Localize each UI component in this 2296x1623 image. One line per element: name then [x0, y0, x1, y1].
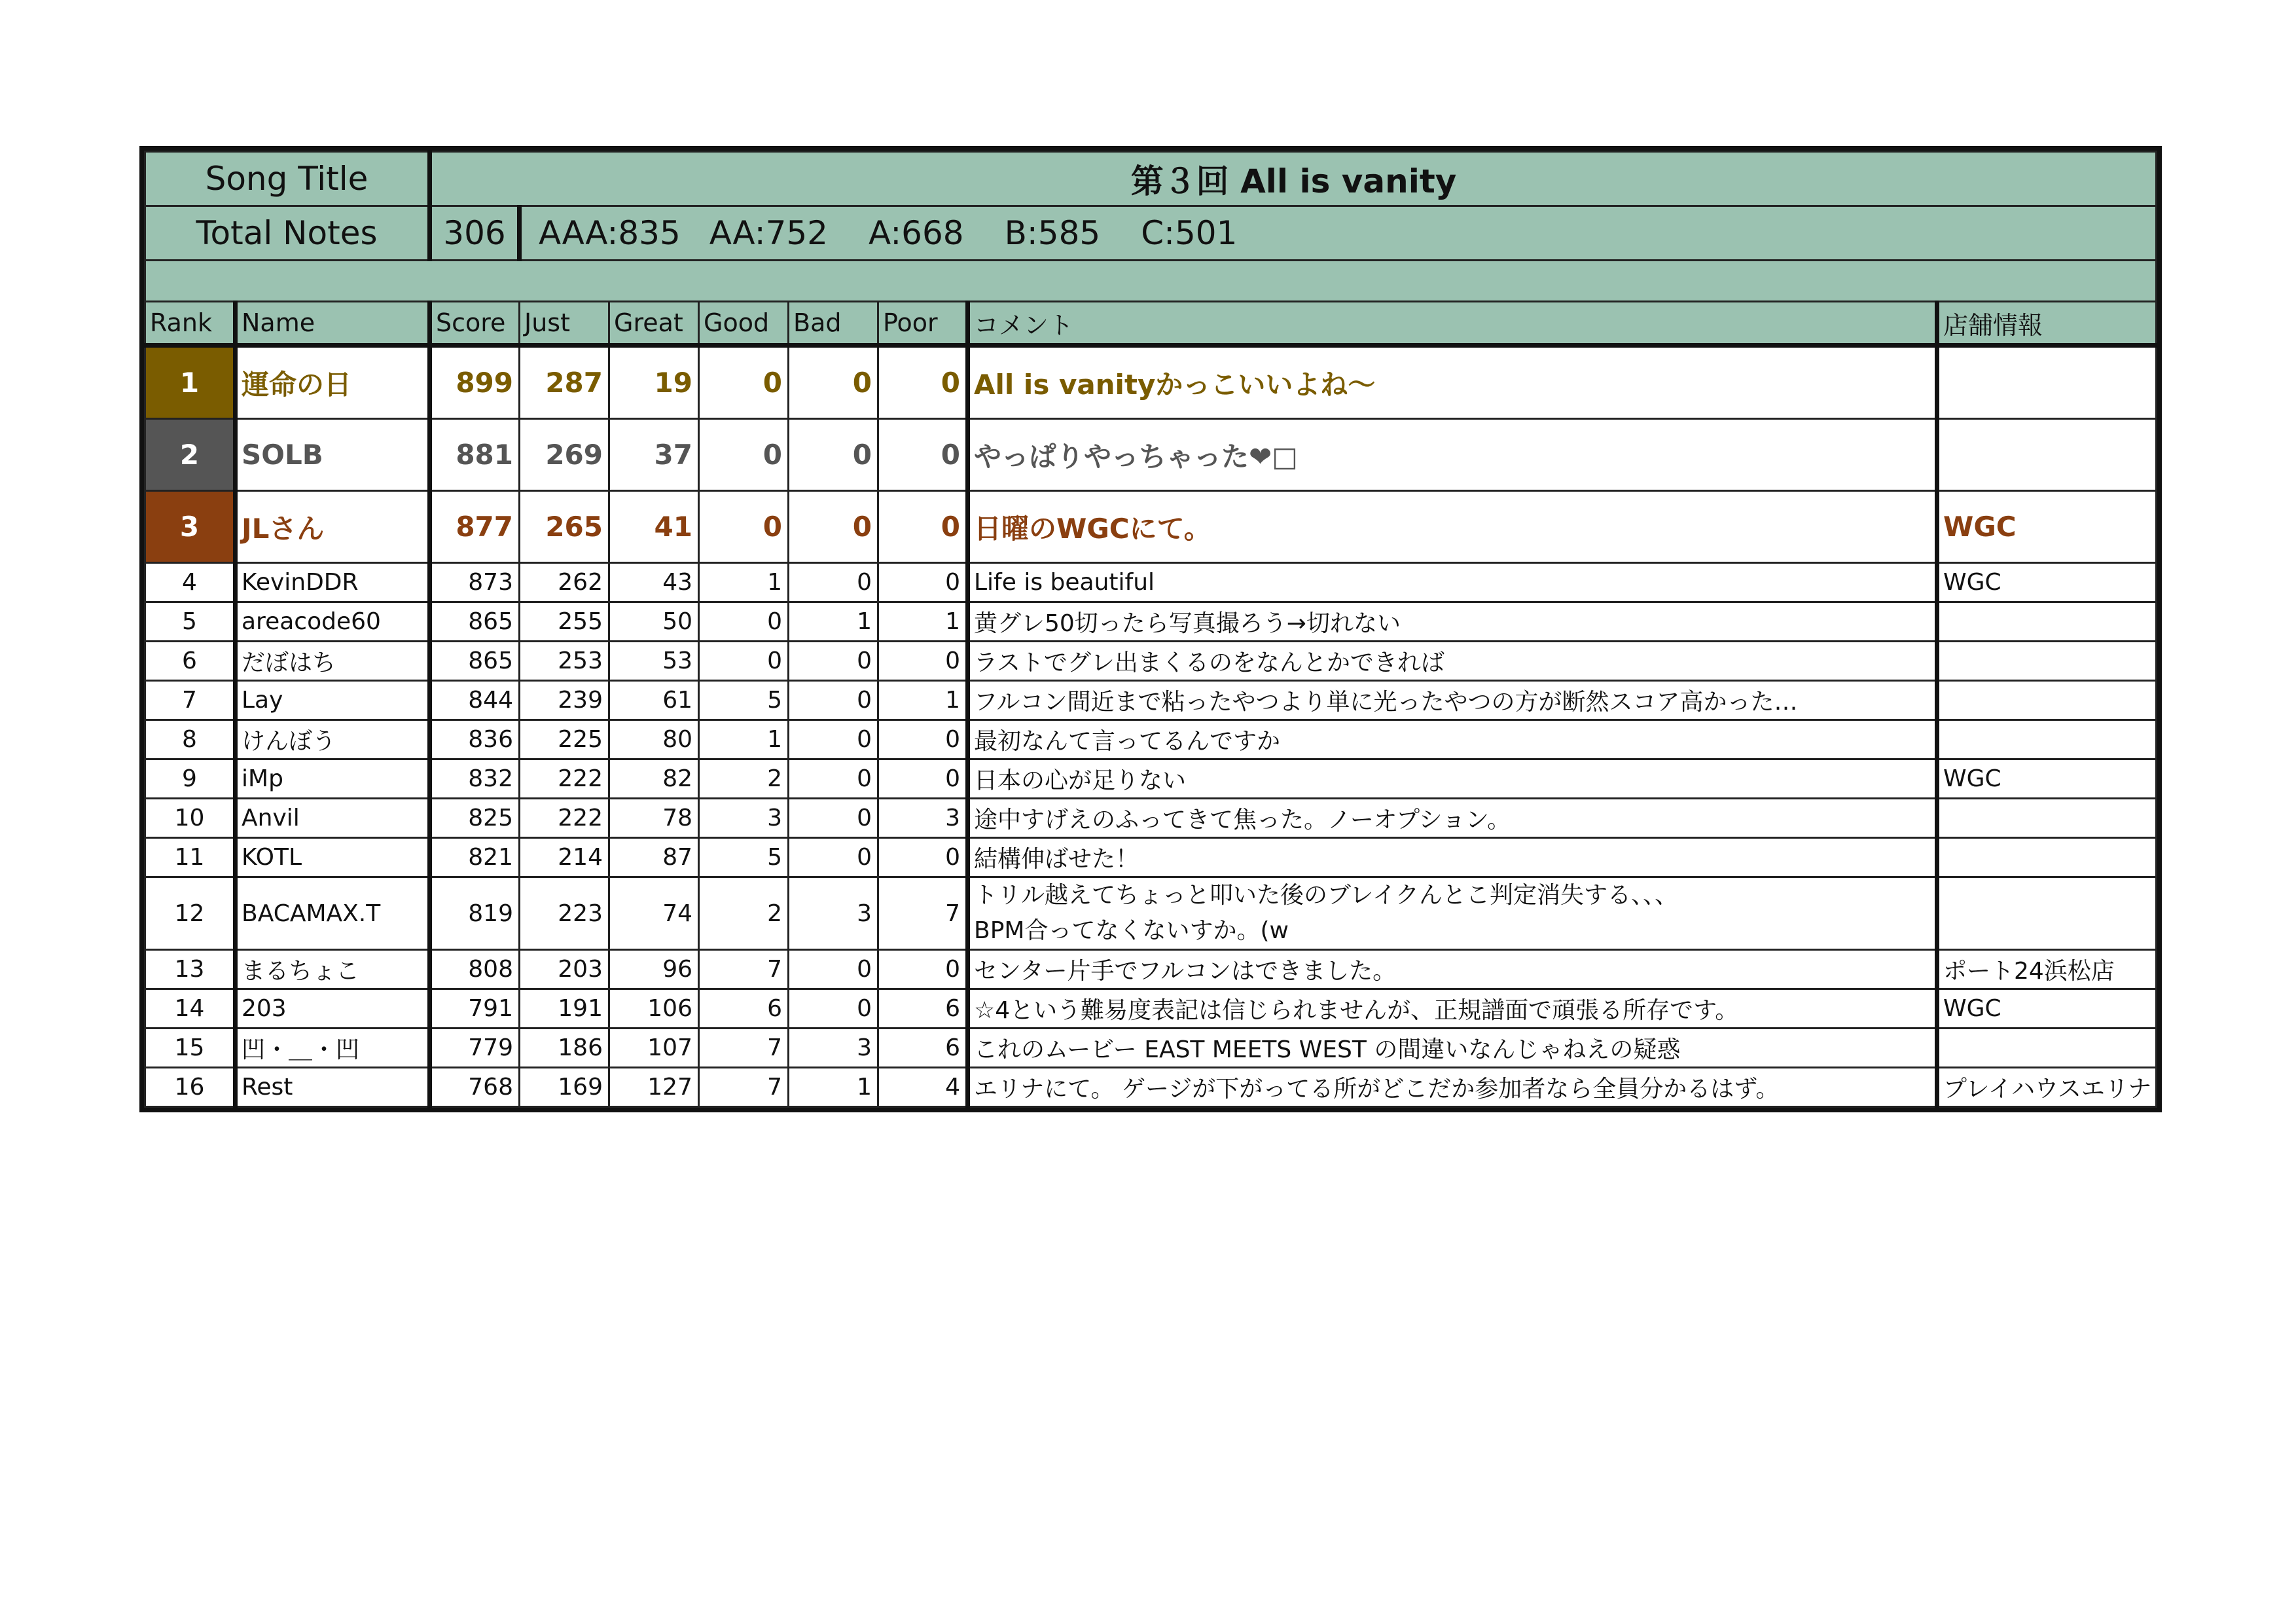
rank-cell: 1: [145, 346, 236, 419]
name-cell: Lay: [236, 681, 430, 720]
good-cell: 3: [699, 799, 789, 838]
comment-cell: 黄グレ50切ったら写真撮ろう→切れない: [968, 602, 1937, 642]
poor-cell: 7: [878, 877, 968, 950]
table-row: [145, 799, 2157, 838]
table-row: [145, 563, 2157, 602]
poor-cell: 0: [878, 720, 968, 759]
good-cell: 0: [699, 419, 789, 491]
total-notes-value: 306: [430, 206, 520, 261]
comment-cell: やっぱりやっちゃった❤□: [968, 419, 1937, 491]
rank-cell: 16: [145, 1068, 236, 1107]
bad-cell: 0: [789, 681, 878, 720]
grade-thresholds: [520, 206, 2157, 261]
just-cell: 262: [520, 563, 609, 602]
score-cell: 881: [430, 419, 520, 491]
great-cell: 41: [609, 491, 699, 563]
score-cell: 825: [430, 799, 520, 838]
name-cell: 203: [236, 989, 430, 1029]
shop-cell: WGC: [1937, 759, 2157, 799]
table-row: [145, 346, 2157, 419]
table-row: [145, 877, 2157, 950]
rank-cell: 14: [145, 989, 236, 1029]
name-cell: JLさん: [236, 491, 430, 563]
rank-cell: 11: [145, 838, 236, 877]
rank-cell: 12: [145, 877, 236, 950]
table-row: [145, 838, 2157, 877]
bad-cell: 1: [789, 602, 878, 642]
song-title: 第３回 All is vanity: [430, 152, 2157, 206]
comment-cell: ☆4という難易度表記は信じられませんが、正規譜面で頑張る所存です。: [968, 989, 1937, 1029]
just-cell: 225: [520, 720, 609, 759]
good-cell: 1: [699, 720, 789, 759]
poor-cell: 1: [878, 681, 968, 720]
good-cell: 7: [699, 950, 789, 989]
name-cell: SOLB: [236, 419, 430, 491]
poor-cell: 0: [878, 419, 968, 491]
col-shop: 店舗情報: [1937, 302, 2157, 346]
poor-cell: 3: [878, 799, 968, 838]
bad-cell: 0: [789, 720, 878, 759]
great-cell: 78: [609, 799, 699, 838]
score-cell: 821: [430, 838, 520, 877]
great-cell: 82: [609, 759, 699, 799]
poor-cell: 1: [878, 602, 968, 642]
name-cell: けんぼう: [236, 720, 430, 759]
poor-cell: 0: [878, 491, 968, 563]
shop-cell: [1937, 877, 2157, 950]
bad-cell: 1: [789, 1068, 878, 1107]
good-cell: 0: [699, 602, 789, 642]
shop-cell: ポート24浜松店: [1937, 950, 2157, 989]
song-title-label: Song Title: [145, 152, 430, 206]
just-cell: 223: [520, 877, 609, 950]
great-cell: 53: [609, 642, 699, 681]
poor-cell: 6: [878, 1029, 968, 1068]
great-cell: 96: [609, 950, 699, 989]
good-cell: 5: [699, 681, 789, 720]
table-row: [145, 720, 2157, 759]
great-cell: 37: [609, 419, 699, 491]
threshold-b: B:585: [1004, 214, 1101, 252]
col-just: Just: [520, 302, 609, 346]
poor-cell: 0: [878, 838, 968, 877]
score-cell: 844: [430, 681, 520, 720]
bad-cell: 0: [789, 799, 878, 838]
name-cell: 運命の日: [236, 346, 430, 419]
just-cell: 169: [520, 1068, 609, 1107]
score-cell: 836: [430, 720, 520, 759]
score-cell: 808: [430, 950, 520, 989]
good-cell: 2: [699, 759, 789, 799]
just-cell: 253: [520, 642, 609, 681]
shop-cell: [1937, 642, 2157, 681]
good-cell: 0: [699, 346, 789, 419]
table-row: [145, 491, 2157, 563]
table-row: [145, 681, 2157, 720]
table-row: [145, 602, 2157, 642]
just-cell: 222: [520, 799, 609, 838]
poor-cell: 0: [878, 642, 968, 681]
shop-cell: WGC: [1937, 989, 2157, 1029]
name-cell: まるちょこ: [236, 950, 430, 989]
comment-cell: Life is beautiful: [968, 563, 1937, 602]
comment-cell: [968, 877, 1937, 950]
threshold-aaa: AAA:835: [539, 214, 681, 252]
rank-cell: 6: [145, 642, 236, 681]
name-cell: Anvil: [236, 799, 430, 838]
great-cell: 43: [609, 563, 699, 602]
great-cell: 87: [609, 838, 699, 877]
bad-cell: 0: [789, 759, 878, 799]
bad-cell: 3: [789, 877, 878, 950]
comment-cell: ラストでグレ出まくるのをなんとかできれば: [968, 642, 1937, 681]
rank-cell: 2: [145, 419, 236, 491]
bad-cell: 0: [789, 346, 878, 419]
shop-cell: [1937, 1029, 2157, 1068]
comment-cell: センター片手でフルコンはできました。: [968, 950, 1937, 989]
good-cell: 2: [699, 877, 789, 950]
good-cell: 0: [699, 642, 789, 681]
comment-cell: 結構伸ばせた！: [968, 838, 1937, 877]
col-good: Good: [699, 302, 789, 346]
good-cell: 1: [699, 563, 789, 602]
just-cell: 265: [520, 491, 609, 563]
just-cell: 186: [520, 1029, 609, 1068]
comment-cell: これのムービー EAST MEETS WEST の間違いなんじゃねえの疑惑: [968, 1029, 1937, 1068]
bad-cell: 0: [789, 419, 878, 491]
shop-cell: [1937, 799, 2157, 838]
great-cell: 80: [609, 720, 699, 759]
great-cell: 61: [609, 681, 699, 720]
poor-cell: 0: [878, 346, 968, 419]
comment-cell: All is vanityかっこいいよね～: [968, 346, 1937, 419]
comment-line-1: トリル越えてちょっと叩いた後のブレイクんとこ判定消失する、、、: [974, 882, 1679, 909]
great-cell: 127: [609, 1068, 699, 1107]
great-cell: 74: [609, 877, 699, 950]
name-cell: Rest: [236, 1068, 430, 1107]
just-cell: 222: [520, 759, 609, 799]
col-rank: Rank: [145, 302, 236, 346]
just-cell: 287: [520, 346, 609, 419]
col-score: Score: [430, 302, 520, 346]
comment-cell: エリナにて。 ゲージが下がってる所がどこだか参加者なら全員分かるはず。: [968, 1068, 1937, 1107]
rank-cell: 13: [145, 950, 236, 989]
table-row: [145, 759, 2157, 799]
table-row: [145, 1029, 2157, 1068]
name-cell: KevinDDR: [236, 563, 430, 602]
name-cell: iMp: [236, 759, 430, 799]
comment-cell: 最初なんて言ってるんですか: [968, 720, 1937, 759]
just-cell: 239: [520, 681, 609, 720]
rank-cell: 4: [145, 563, 236, 602]
score-cell: 873: [430, 563, 520, 602]
poor-cell: 0: [878, 759, 968, 799]
poor-cell: 0: [878, 950, 968, 989]
shop-cell: [1937, 346, 2157, 419]
rank-cell: 8: [145, 720, 236, 759]
score-cell: 899: [430, 346, 520, 419]
score-cell: 791: [430, 989, 520, 1029]
bad-cell: 0: [789, 989, 878, 1029]
bad-cell: 0: [789, 491, 878, 563]
score-cell: 779: [430, 1029, 520, 1068]
shop-cell: WGC: [1937, 563, 2157, 602]
just-cell: 255: [520, 602, 609, 642]
shop-cell: [1937, 419, 2157, 491]
table-row: [145, 419, 2157, 491]
name-cell: だぼはち: [236, 642, 430, 681]
comment-cell: 日曜のWGCにて。: [968, 491, 1937, 563]
good-cell: 6: [699, 989, 789, 1029]
shop-cell: [1937, 602, 2157, 642]
comment-cell: 途中すげえのふってきて焦った。ノーオプション。: [968, 799, 1937, 838]
score-cell: 877: [430, 491, 520, 563]
good-cell: 7: [699, 1068, 789, 1107]
col-great: Great: [609, 302, 699, 346]
shop-cell: プレイハウスエリナ: [1937, 1068, 2157, 1107]
song-title-row: [145, 152, 2157, 206]
comment-cell: フルコン間近まで粘ったやつより単に光ったやつの方が断然スコア高かった…: [968, 681, 1937, 720]
just-cell: 269: [520, 419, 609, 491]
total-notes-label: Total Notes: [145, 206, 430, 261]
name-cell: areacode60: [236, 602, 430, 642]
poor-cell: 6: [878, 989, 968, 1029]
score-cell: 768: [430, 1068, 520, 1107]
score-cell: 865: [430, 602, 520, 642]
good-cell: 5: [699, 838, 789, 877]
spacer-row: [145, 261, 2157, 302]
great-cell: 19: [609, 346, 699, 419]
comment-line-2: BPM合ってなくないすか。(w: [974, 917, 1289, 944]
col-comment: コメント: [968, 302, 1937, 346]
bad-cell: 3: [789, 1029, 878, 1068]
rank-cell: 10: [145, 799, 236, 838]
column-header-row: [145, 302, 2157, 346]
great-cell: 107: [609, 1029, 699, 1068]
name-cell: 凹・＿・凹: [236, 1029, 430, 1068]
bad-cell: 0: [789, 642, 878, 681]
shop-cell: [1937, 838, 2157, 877]
great-cell: 106: [609, 989, 699, 1029]
col-bad: Bad: [789, 302, 878, 346]
rank-cell: 5: [145, 602, 236, 642]
ranking-table: [144, 151, 2157, 1108]
just-cell: 203: [520, 950, 609, 989]
threshold-aa: AA:752: [709, 214, 828, 252]
good-cell: 0: [699, 491, 789, 563]
shop-cell: [1937, 681, 2157, 720]
just-cell: 191: [520, 989, 609, 1029]
table-row: [145, 1068, 2157, 1107]
score-cell: 819: [430, 877, 520, 950]
threshold-a: A:668: [869, 214, 964, 252]
rank-cell: 9: [145, 759, 236, 799]
great-cell: 50: [609, 602, 699, 642]
just-cell: 214: [520, 838, 609, 877]
ranking-sheet: [139, 146, 2162, 1112]
comment-cell: 日本の心が足りない: [968, 759, 1937, 799]
rank-cell: 7: [145, 681, 236, 720]
shop-cell: [1937, 720, 2157, 759]
col-poor: Poor: [878, 302, 968, 346]
score-cell: 832: [430, 759, 520, 799]
rank-cell: 3: [145, 491, 236, 563]
shop-cell: WGC: [1937, 491, 2157, 563]
col-name: Name: [236, 302, 430, 346]
threshold-c: C:501: [1141, 214, 1238, 252]
good-cell: 7: [699, 1029, 789, 1068]
poor-cell: 4: [878, 1068, 968, 1107]
poor-cell: 0: [878, 563, 968, 602]
name-cell: KOTL: [236, 838, 430, 877]
table-row: [145, 642, 2157, 681]
bad-cell: 0: [789, 563, 878, 602]
bad-cell: 0: [789, 838, 878, 877]
score-cell: 865: [430, 642, 520, 681]
total-notes-row: [145, 206, 2157, 261]
name-cell: BACAMAX.T: [236, 877, 430, 950]
rank-cell: 15: [145, 1029, 236, 1068]
bad-cell: 0: [789, 950, 878, 989]
table-row: [145, 989, 2157, 1029]
table-row: [145, 950, 2157, 989]
